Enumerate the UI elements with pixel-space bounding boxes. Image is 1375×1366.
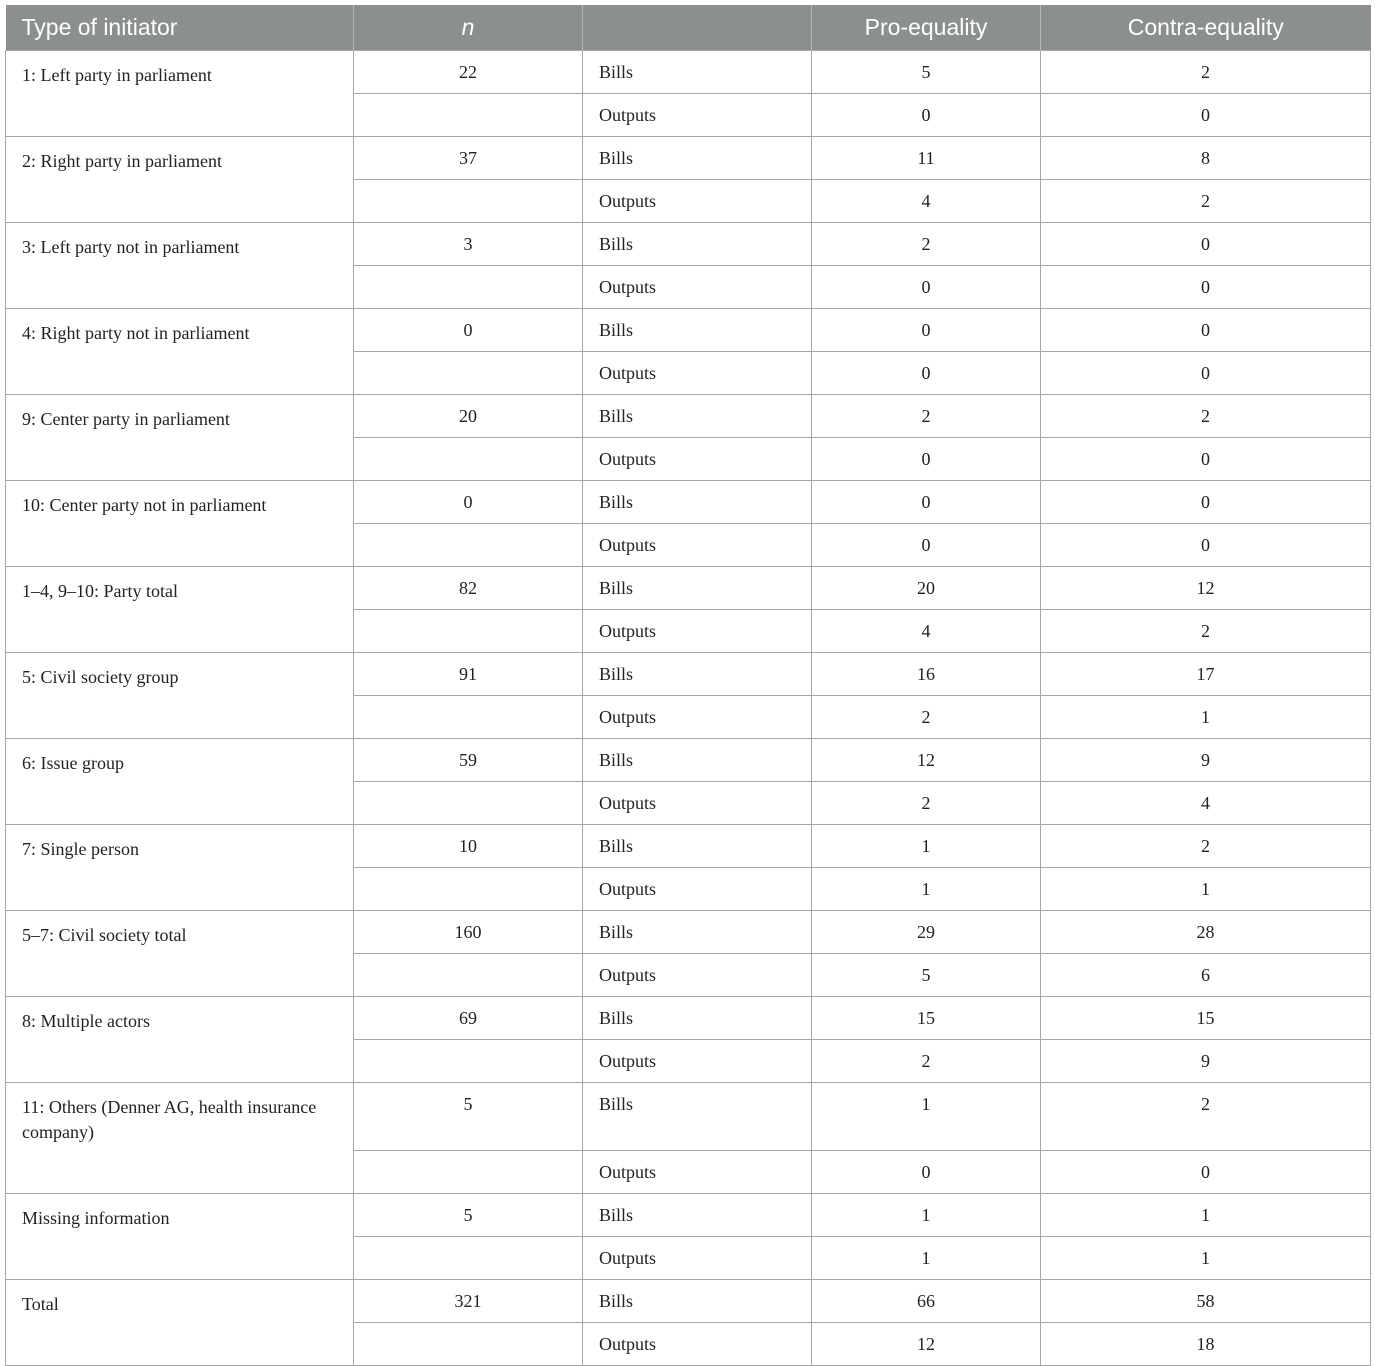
n-empty-cell [354, 954, 583, 997]
row-type: Outputs [583, 696, 812, 739]
table-row-bills [6, 223, 1371, 266]
pro-value: 29 [812, 911, 1041, 954]
n-empty-cell [354, 524, 583, 567]
pro-value: 1 [812, 868, 1041, 911]
contra-value: 0 [1041, 94, 1371, 137]
n-empty-cell [354, 1237, 583, 1280]
table-row-bills [6, 51, 1371, 94]
initiator-table [5, 5, 1371, 1366]
contra-value: 2 [1041, 180, 1371, 223]
row-type: Bills [583, 825, 812, 868]
row-type: Outputs [583, 610, 812, 653]
contra-value: 2 [1041, 51, 1371, 94]
contra-value: 0 [1041, 223, 1371, 266]
contra-value: 58 [1041, 1280, 1371, 1323]
table-body [6, 51, 1371, 1366]
initiator-label: 4: Right party not in parliament [6, 309, 354, 395]
initiator-label: 5: Civil society group [6, 653, 354, 739]
row-type: Bills [583, 911, 812, 954]
n-value: 10 [354, 825, 583, 868]
row-type: Outputs [583, 1151, 812, 1194]
initiator-label: 1–4, 9–10: Party total [6, 567, 354, 653]
contra-value: 2 [1041, 825, 1371, 868]
contra-value: 9 [1041, 739, 1371, 782]
table-row-bills [6, 137, 1371, 180]
n-empty-cell [354, 696, 583, 739]
n-empty-cell [354, 1040, 583, 1083]
n-empty-cell [354, 782, 583, 825]
contra-value: 17 [1041, 653, 1371, 696]
table-row-bills [6, 825, 1371, 868]
pro-value: 16 [812, 653, 1041, 696]
pro-value: 2 [812, 782, 1041, 825]
n-empty-cell [354, 180, 583, 223]
contra-value: 6 [1041, 954, 1371, 997]
row-type: Outputs [583, 266, 812, 309]
n-value: 37 [354, 137, 583, 180]
pro-value: 0 [812, 94, 1041, 137]
table-row-bills [6, 1280, 1371, 1323]
pro-value: 12 [812, 1323, 1041, 1366]
n-value: 321 [354, 1280, 583, 1323]
pro-value: 0 [812, 524, 1041, 567]
initiator-label: Total [6, 1280, 354, 1366]
header-n: n [354, 5, 583, 51]
pro-value: 0 [812, 481, 1041, 524]
row-type: Bills [583, 567, 812, 610]
contra-value: 8 [1041, 137, 1371, 180]
row-type: Bills [583, 739, 812, 782]
pro-value: 1 [812, 825, 1041, 868]
pro-value: 0 [812, 438, 1041, 481]
row-type: Bills [583, 51, 812, 94]
n-empty-cell [354, 94, 583, 137]
table-row-bills [6, 739, 1371, 782]
pro-value: 1 [812, 1194, 1041, 1237]
pro-value: 20 [812, 567, 1041, 610]
n-empty-cell [354, 1151, 583, 1194]
row-type: Outputs [583, 1040, 812, 1083]
n-empty-cell [354, 1323, 583, 1366]
pro-value: 2 [812, 223, 1041, 266]
pro-value: 5 [812, 51, 1041, 94]
row-type: Outputs [583, 524, 812, 567]
table-row-bills [6, 1194, 1371, 1237]
row-type: Bills [583, 1280, 812, 1323]
contra-value: 0 [1041, 352, 1371, 395]
header-pro: Pro-equality [812, 5, 1041, 51]
table-row-bills [6, 997, 1371, 1040]
n-value: 5 [354, 1083, 583, 1151]
row-type: Outputs [583, 180, 812, 223]
contra-value: 1 [1041, 696, 1371, 739]
contra-value: 2 [1041, 395, 1371, 438]
row-type: Bills [583, 653, 812, 696]
initiator-label: 3: Left party not in parliament [6, 223, 354, 309]
initiator-label: 5–7: Civil society total [6, 911, 354, 997]
pro-value: 15 [812, 997, 1041, 1040]
n-value: 59 [354, 739, 583, 782]
pro-value: 1 [812, 1083, 1041, 1151]
contra-value: 28 [1041, 911, 1371, 954]
contra-value: 0 [1041, 438, 1371, 481]
table-row-bills [6, 653, 1371, 696]
row-type: Outputs [583, 1237, 812, 1280]
table-row-bills [6, 911, 1371, 954]
contra-value: 2 [1041, 1083, 1371, 1151]
pro-value: 4 [812, 610, 1041, 653]
row-type: Outputs [583, 782, 812, 825]
n-value: 91 [354, 653, 583, 696]
pro-value: 12 [812, 739, 1041, 782]
table-row-bills [6, 481, 1371, 524]
contra-value: 1 [1041, 1237, 1371, 1280]
contra-value: 4 [1041, 782, 1371, 825]
contra-value: 0 [1041, 524, 1371, 567]
initiator-label: 8: Multiple actors [6, 997, 354, 1083]
n-value: 20 [354, 395, 583, 438]
pro-value: 2 [812, 1040, 1041, 1083]
contra-value: 1 [1041, 1194, 1371, 1237]
contra-value: 9 [1041, 1040, 1371, 1083]
row-type: Bills [583, 137, 812, 180]
row-type: Bills [583, 395, 812, 438]
table-row-bills [6, 567, 1371, 610]
contra-value: 2 [1041, 610, 1371, 653]
initiator-label: 1: Left party in parliament [6, 51, 354, 137]
contra-value: 0 [1041, 266, 1371, 309]
row-type: Bills [583, 309, 812, 352]
n-value: 82 [354, 567, 583, 610]
pro-value: 2 [812, 696, 1041, 739]
n-value: 22 [354, 51, 583, 94]
contra-value: 18 [1041, 1323, 1371, 1366]
pro-value: 0 [812, 352, 1041, 395]
pro-value: 66 [812, 1280, 1041, 1323]
initiator-label: Missing information [6, 1194, 354, 1280]
n-value: 160 [354, 911, 583, 954]
row-type: Bills [583, 1083, 812, 1151]
row-type: Outputs [583, 1323, 812, 1366]
n-value: 3 [354, 223, 583, 266]
contra-value: 12 [1041, 567, 1371, 610]
contra-value: 15 [1041, 997, 1371, 1040]
contra-value: 0 [1041, 481, 1371, 524]
pro-value: 5 [812, 954, 1041, 997]
table-row-bills [6, 395, 1371, 438]
header-kind [583, 5, 812, 51]
row-type: Outputs [583, 868, 812, 911]
n-value: 5 [354, 1194, 583, 1237]
header-type: Type of initiator [6, 5, 354, 51]
n-empty-cell [354, 610, 583, 653]
contra-value: 0 [1041, 1151, 1371, 1194]
table-row-bills [6, 1083, 1371, 1151]
initiator-label: 6: Issue group [6, 739, 354, 825]
pro-value: 1 [812, 1237, 1041, 1280]
n-empty-cell [354, 868, 583, 911]
n-value: 0 [354, 481, 583, 524]
row-type: Outputs [583, 94, 812, 137]
initiator-label: 9: Center party in parliament [6, 395, 354, 481]
initiator-label: 2: Right party in parliament [6, 137, 354, 223]
row-type: Outputs [583, 438, 812, 481]
pro-value: 11 [812, 137, 1041, 180]
row-type: Bills [583, 1194, 812, 1237]
initiator-label: 7: Single person [6, 825, 354, 911]
contra-value: 1 [1041, 868, 1371, 911]
contra-value: 0 [1041, 309, 1371, 352]
pro-value: 0 [812, 266, 1041, 309]
initiator-label: 10: Center party not in parliament [6, 481, 354, 567]
row-type: Outputs [583, 954, 812, 997]
initiator-label: 11: Others (Denner AG, health insurance company) [6, 1083, 354, 1194]
pro-value: 0 [812, 1151, 1041, 1194]
header-contra: Contra-equality [1041, 5, 1371, 51]
n-empty-cell [354, 438, 583, 481]
row-type: Bills [583, 223, 812, 266]
row-type: Bills [583, 997, 812, 1040]
row-type: Outputs [583, 352, 812, 395]
n-empty-cell [354, 266, 583, 309]
pro-value: 0 [812, 309, 1041, 352]
pro-value: 4 [812, 180, 1041, 223]
header-row [6, 5, 1371, 51]
pro-value: 2 [812, 395, 1041, 438]
n-value: 69 [354, 997, 583, 1040]
table-row-bills [6, 309, 1371, 352]
n-value: 0 [354, 309, 583, 352]
row-type: Bills [583, 481, 812, 524]
n-empty-cell [354, 352, 583, 395]
